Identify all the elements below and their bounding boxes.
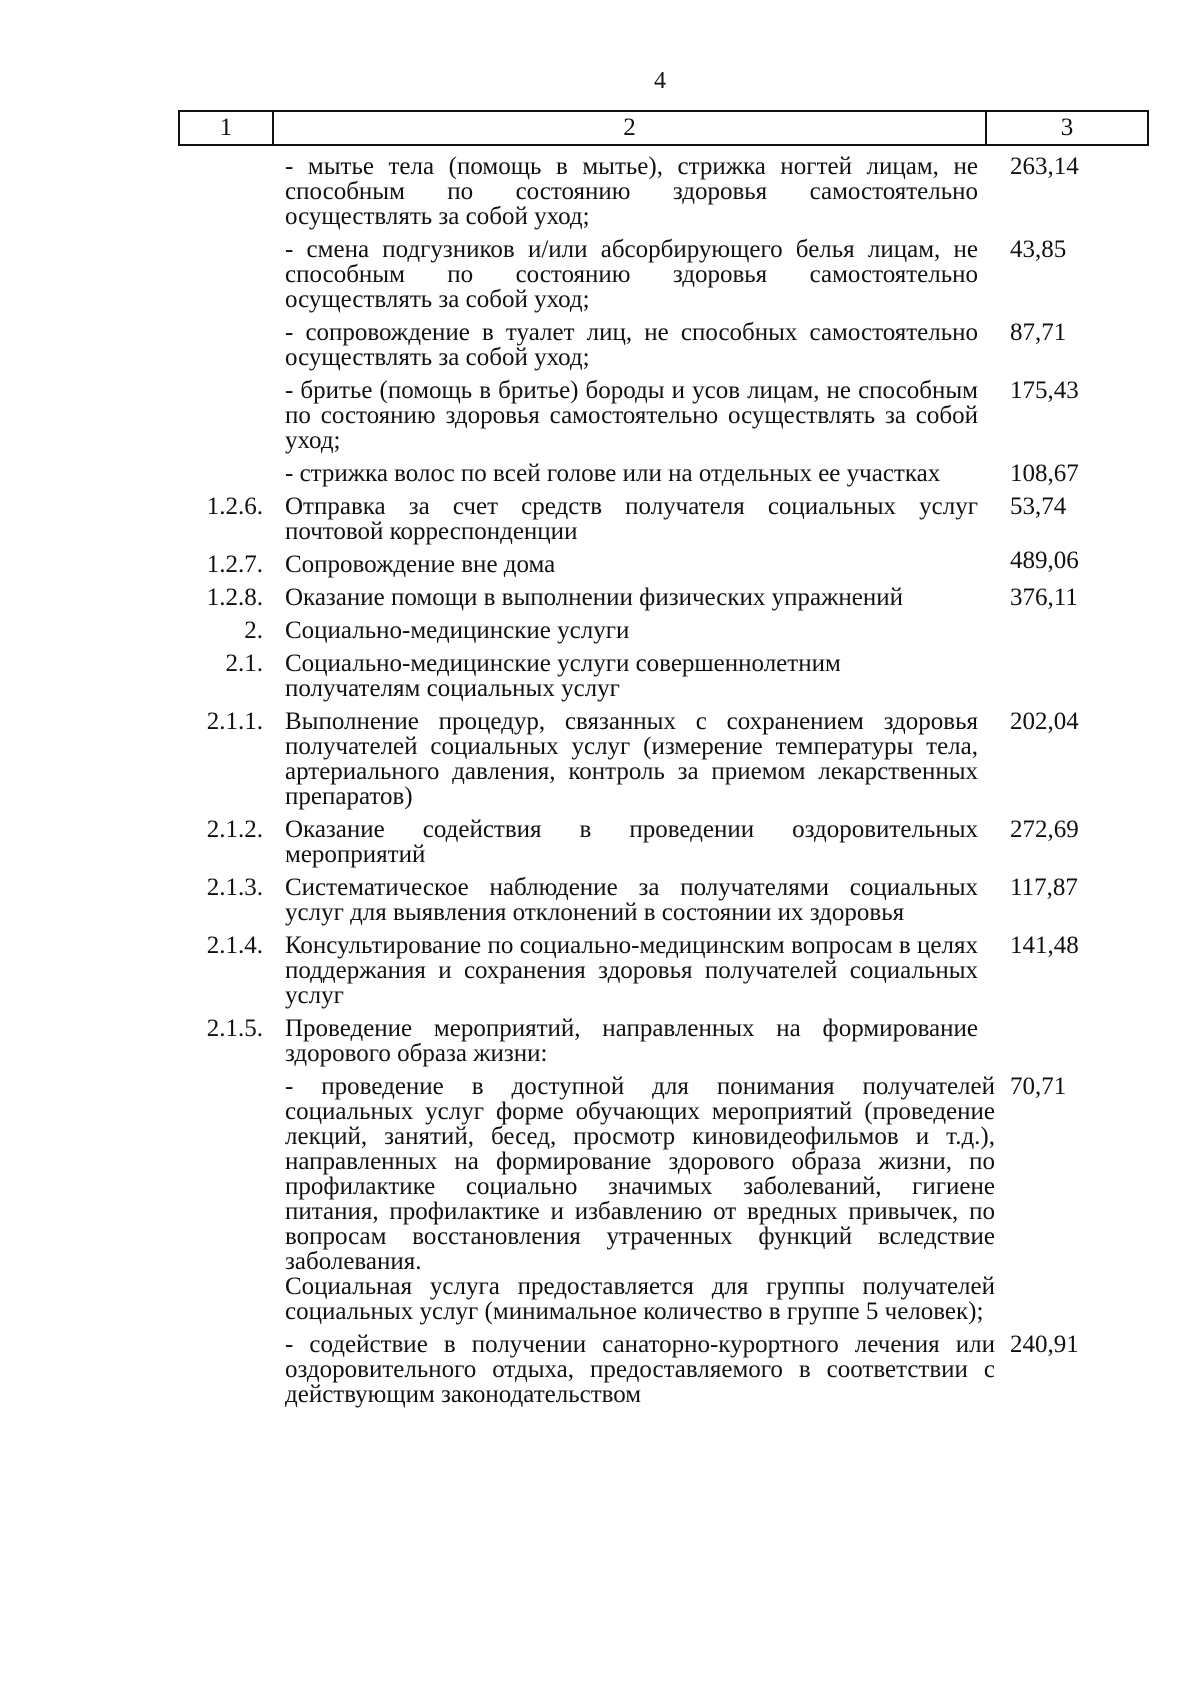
row-description: Проведение мероприятий, направленных на формирование здорового образа жизни: bbox=[285, 1015, 978, 1067]
row-description: Отправка за счет средств получателя социальных услуг почтовой корреспонденции bbox=[285, 493, 978, 545]
row-description: - бритье (помощь в бритье) бороды и усов лицам, не способным по состоянию здоровья самостоятельно осуществлять за собой уход; bbox=[285, 377, 978, 454]
table-row bbox=[0, 875, 1200, 925]
table-row bbox=[0, 709, 1200, 809]
row-description: - содействие в получении санаторно-курортного лечения или оздоровительного отдыха, предоставляемого в соответствии с действующим законодательством bbox=[285, 1331, 995, 1408]
row-number: 2. bbox=[244, 617, 263, 644]
row-number: 2.1.3. bbox=[206, 874, 263, 901]
row-description: Оказание помощи в выполнении физических упражнений bbox=[285, 584, 903, 611]
row-description: Выполнение процедур, связанных с сохранением здоровья получателей социальных услуг (измерение температуры тела, артериального давления, контроль за приемом лекарственных препаратов) bbox=[285, 708, 978, 810]
row-description: - стрижка волос по всей голове или на отдельных ее участках bbox=[285, 460, 941, 487]
row-number: 2.1.2. bbox=[206, 816, 263, 843]
table-row bbox=[0, 237, 1200, 312]
table-row bbox=[0, 585, 1200, 610]
header-col-2: 2 bbox=[274, 112, 987, 144]
table-row bbox=[0, 651, 1200, 701]
table-header bbox=[178, 110, 1149, 146]
row-description: - проведение в доступной для понимания получателей социальных услуг форме обучающих мероприятий (проведение лекций, занятий, бесед, просмотр киновидеофильмов и т.д.), направленных на формирование здорового образа жизни, по профилактике социально значимых заболеваний, гигиене питания, профилактике и избавлению от вредных привычек, по вопросам восстановления утраченных функций вследствие заболевания. bbox=[285, 1073, 995, 1275]
table-row bbox=[0, 547, 1200, 578]
row-number: 1.2.6. bbox=[206, 493, 263, 520]
row-value: 141,48 bbox=[1010, 932, 1079, 959]
table-row bbox=[0, 154, 1200, 229]
page-number: 4 bbox=[654, 68, 666, 94]
row-value: 489,06 bbox=[1010, 547, 1079, 574]
table-row bbox=[0, 461, 1200, 486]
row-value: 108,67 bbox=[1010, 460, 1079, 487]
table-row bbox=[0, 817, 1200, 867]
row-number: 2.1.4. bbox=[206, 932, 263, 959]
row-value: 272,69 bbox=[1010, 816, 1079, 843]
row-value: 87,71 bbox=[1010, 319, 1067, 346]
row-note: Социальная услуга предоставляется для группы получателей социальных услуг (минимальное количество в группе 5 человек); bbox=[285, 1273, 995, 1325]
header-col-3: 3 bbox=[1060, 114, 1074, 141]
row-value: 240,91 bbox=[1010, 1331, 1079, 1358]
row-number: 1.2.8. bbox=[206, 584, 263, 611]
row-description: Сопровождение вне дома bbox=[285, 551, 556, 578]
row-value: 202,04 bbox=[1010, 708, 1079, 735]
row-description: - смена подгузников и/или абсорбирующего белья лицам, не способным по состоянию здоровья самостоятельно осуществлять за собой уход; bbox=[285, 236, 978, 313]
table-row bbox=[0, 1332, 1200, 1407]
table-row bbox=[0, 1074, 1200, 1324]
row-value: 43,85 bbox=[1010, 236, 1067, 263]
row-value: 376,11 bbox=[1010, 584, 1078, 611]
row-number: 2.1.1. bbox=[206, 708, 263, 735]
table-row bbox=[0, 1016, 1200, 1066]
table-row bbox=[0, 933, 1200, 1008]
table-body bbox=[0, 154, 1200, 1415]
row-description: - сопровождение в туалет лиц, не способных самостоятельно осуществлять за собой уход; bbox=[285, 319, 978, 371]
row-description: Социально-медицинские услуги bbox=[285, 617, 630, 644]
row-description: Оказание содействия в проведении оздоровительных мероприятий bbox=[285, 816, 978, 868]
row-value: 117,87 bbox=[1010, 874, 1078, 901]
row-value: 53,74 bbox=[1010, 493, 1067, 520]
row-description: Социально-медицинские услуги совершеннолетним получателям социальных услуг bbox=[285, 650, 841, 702]
row-description: Систематическое наблюдение за получателями социальных услуг для выявления отклонений в состоянии их здоровья bbox=[285, 874, 978, 926]
row-number: 2.1.5. bbox=[206, 1015, 263, 1042]
row-number: 1.2.7. bbox=[206, 551, 263, 578]
row-value: 70,71 bbox=[1010, 1073, 1067, 1100]
table-row bbox=[0, 320, 1200, 370]
table-row bbox=[0, 494, 1200, 544]
header-col-1: 1 bbox=[180, 112, 274, 144]
row-description: - мытье тела (помощь в мытье), стрижка ногтей лицам, не способным по состоянию здоровья самостоятельно осуществлять за собой уход; bbox=[285, 153, 978, 230]
row-value: 175,43 bbox=[1010, 377, 1079, 404]
table-row bbox=[0, 378, 1200, 453]
row-description: Консультирование по социально-медицинским вопросам в целях поддержания и сохранения здоровья получателей социальных услуг bbox=[285, 932, 978, 1009]
table-row bbox=[0, 618, 1200, 643]
row-number: 2.1. bbox=[225, 650, 263, 677]
row-value: 263,14 bbox=[1010, 153, 1079, 180]
